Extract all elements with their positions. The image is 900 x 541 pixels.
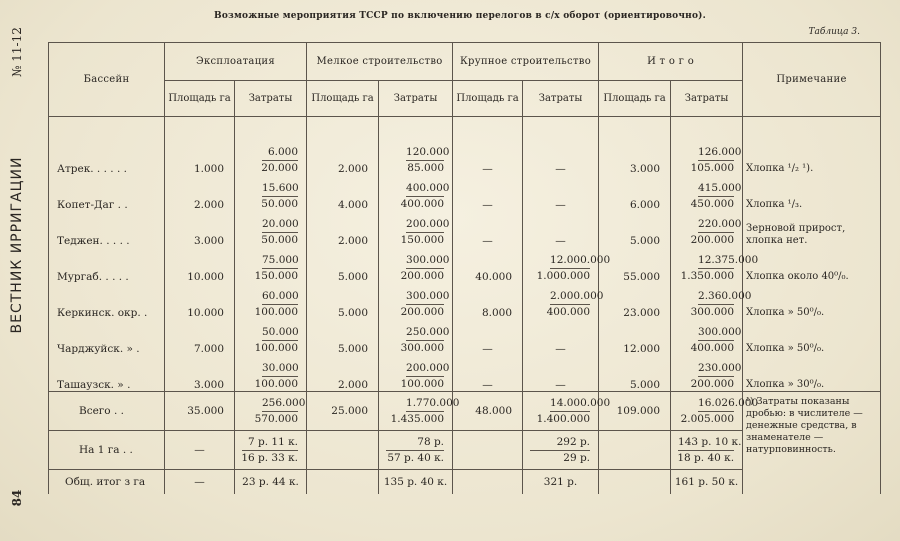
header-large-construction: Крупное строительство: [453, 43, 599, 81]
basin-name: Теджен. . . . .: [49, 211, 165, 247]
cell: 10.000: [165, 247, 235, 283]
cell: 7 р. 11 к. 16 р. 33 к.: [235, 431, 307, 470]
cell: 200.000 100.000: [379, 355, 453, 392]
cell: 5.000: [307, 247, 379, 283]
cell: 2.000: [307, 117, 379, 176]
header-cost: Затраты: [379, 81, 453, 117]
note-cell: Зерновой прирост, хлопка нет.: [743, 211, 881, 247]
cell: —: [165, 470, 235, 495]
table-row: [49, 319, 881, 355]
header-basin: Бассейн: [49, 43, 165, 117]
cell: 14.000.000 1.400.000: [523, 392, 599, 431]
cell: 12.000: [599, 319, 671, 355]
header-cost: Затраты: [671, 81, 743, 117]
table-row: [49, 355, 881, 392]
cell: 35.000: [165, 392, 235, 431]
header-cost: Затраты: [235, 81, 307, 117]
header-area: Площадь га: [453, 81, 523, 117]
table-row: [49, 247, 881, 283]
cell: —: [453, 355, 523, 392]
table-row: [49, 211, 881, 247]
cell: 20.000 50.000: [235, 211, 307, 247]
page-number: 84: [10, 489, 24, 507]
cell: 23 р. 44 к.: [235, 470, 307, 495]
cell: 135 р. 40 к.: [379, 470, 453, 495]
note-cell: Хлопка » 50⁰/₀.: [743, 319, 881, 355]
cell: 200.000 150.000: [379, 211, 453, 247]
basin-name: Копет-Даг . .: [49, 175, 165, 211]
cell: 292 р. 29 р.: [523, 431, 599, 470]
cell: —: [165, 431, 235, 470]
cell: 3.000: [599, 117, 671, 176]
cell: 2.000: [165, 175, 235, 211]
cell: 1.770.000 1.435.000: [379, 392, 453, 431]
cell: [307, 431, 379, 470]
cell: 4.000: [307, 175, 379, 211]
table-title: Возможные мероприятия ТССР по включению перелогов в с/х оборот (ориентировочно).: [214, 11, 706, 21]
total-label: Всего . .: [49, 392, 165, 431]
note-cell: Хлопка около 40⁰/₀.: [743, 247, 881, 283]
cell: —: [523, 319, 599, 355]
header-area: Площадь га: [599, 81, 671, 117]
cell: —: [453, 319, 523, 355]
header-note: Примечание: [743, 43, 881, 117]
grand-label: Общ. итог з га: [49, 470, 165, 495]
table-label: Таблица 3.: [808, 27, 860, 37]
header-area: Площадь га: [165, 81, 235, 117]
cell: 120.000 85.000: [379, 117, 453, 176]
basin-name: Атрек. . . . . .: [49, 117, 165, 176]
cell: 6.000: [599, 175, 671, 211]
cell: —: [453, 175, 523, 211]
note-cell: Хлопка ¹/₃.: [743, 175, 881, 211]
side-margin: [0, 0, 34, 541]
table-row: [49, 175, 881, 211]
cell: 250.000 300.000: [379, 319, 453, 355]
cell: 1.000: [165, 117, 235, 176]
cell: 300.000 200.000: [379, 247, 453, 283]
cell: —: [523, 175, 599, 211]
cell: —: [453, 211, 523, 247]
cell: 10.000: [165, 283, 235, 319]
cell: —: [453, 117, 523, 176]
cell: 230.000 200.000: [671, 355, 743, 392]
cell: [453, 431, 523, 470]
cell: 256.000 570.000: [235, 392, 307, 431]
cell: 126.000 105.000: [671, 117, 743, 176]
cell: 30.000 100.000: [235, 355, 307, 392]
footnote: ¹) Затраты показаны дробью: в числителе — денежные средства, в знаменателе — натурповинность.: [743, 392, 881, 495]
cell: 8.000: [453, 283, 523, 319]
per-ha-label: На 1 га . .: [49, 431, 165, 470]
note-cell: Хлопка » 50⁰/₀.: [743, 283, 881, 319]
cell: 5.000: [599, 211, 671, 247]
cell: 109.000: [599, 392, 671, 431]
header-area: Площадь га: [307, 81, 379, 117]
table-row: [49, 283, 881, 319]
cell: 23.000: [599, 283, 671, 319]
cell: 48.000: [453, 392, 523, 431]
cell: 25.000: [307, 392, 379, 431]
cell: 5.000: [307, 283, 379, 319]
cell: 161 р. 50 к.: [671, 470, 743, 495]
cell: 321 р.: [523, 470, 599, 495]
table-row: [49, 117, 881, 176]
cell: —: [523, 211, 599, 247]
cell: 2.360.000 300.000: [671, 283, 743, 319]
journal-title: ВЕСТНИК ИРРИГАЦИИ: [9, 156, 25, 334]
cell: 60.000 100.000: [235, 283, 307, 319]
data-table: [48, 42, 881, 494]
basin-name: Чарджуйск. » .: [49, 319, 165, 355]
cell: 220.000 200.000: [671, 211, 743, 247]
note-cell: Хлопка ¹/₂ ¹).: [743, 117, 881, 176]
cell: 7.000: [165, 319, 235, 355]
cell: 5.000: [307, 319, 379, 355]
cell: 55.000: [599, 247, 671, 283]
note-cell: Хлопка » 30⁰/₀.: [743, 355, 881, 392]
cell: 2.000: [307, 211, 379, 247]
cell: 3.000: [165, 211, 235, 247]
cell: [453, 470, 523, 495]
cell: 143 р. 10 к. 18 р. 40 к.: [671, 431, 743, 470]
cell: 40.000: [453, 247, 523, 283]
cell: —: [523, 355, 599, 392]
cell: 300.000 400.000: [671, 319, 743, 355]
basin-name: Мургаб. . . . .: [49, 247, 165, 283]
cell: 2.000.000 400.000: [523, 283, 599, 319]
total-row: [49, 392, 881, 431]
header-small-construction: Мелкое строительство: [307, 43, 453, 81]
cell: 400.000 400.000: [379, 175, 453, 211]
cell: 12.000.000 1.000.000: [523, 247, 599, 283]
cell: 75.000 150.000: [235, 247, 307, 283]
cell: —: [523, 117, 599, 176]
table-body: [49, 117, 881, 495]
cell: 2.000: [307, 355, 379, 392]
cell: 3.000: [165, 355, 235, 392]
issue-number: № 11-12: [10, 27, 24, 77]
cell: 415.000 450.000: [671, 175, 743, 211]
header-exploitation: Эксплоатация: [165, 43, 307, 81]
cell: 5.000: [599, 355, 671, 392]
basin-name: Керкинск. окр. .: [49, 283, 165, 319]
cell: 16.026.000 2.005.000: [671, 392, 743, 431]
cell: 78 р. 57 р. 40 к.: [379, 431, 453, 470]
cell: 300.000 200.000: [379, 283, 453, 319]
cell: 12.375.000 1.350.000: [671, 247, 743, 283]
cell: [599, 431, 671, 470]
header-cost: Затраты: [523, 81, 599, 117]
cell: [307, 470, 379, 495]
header-total: И т о г о: [599, 43, 743, 81]
cell: 6.000 20.000: [235, 117, 307, 176]
cell: [599, 470, 671, 495]
basin-name: Ташаузск. » .: [49, 355, 165, 392]
cell: 50.000 100.000: [235, 319, 307, 355]
cell: 15.600 50.000: [235, 175, 307, 211]
